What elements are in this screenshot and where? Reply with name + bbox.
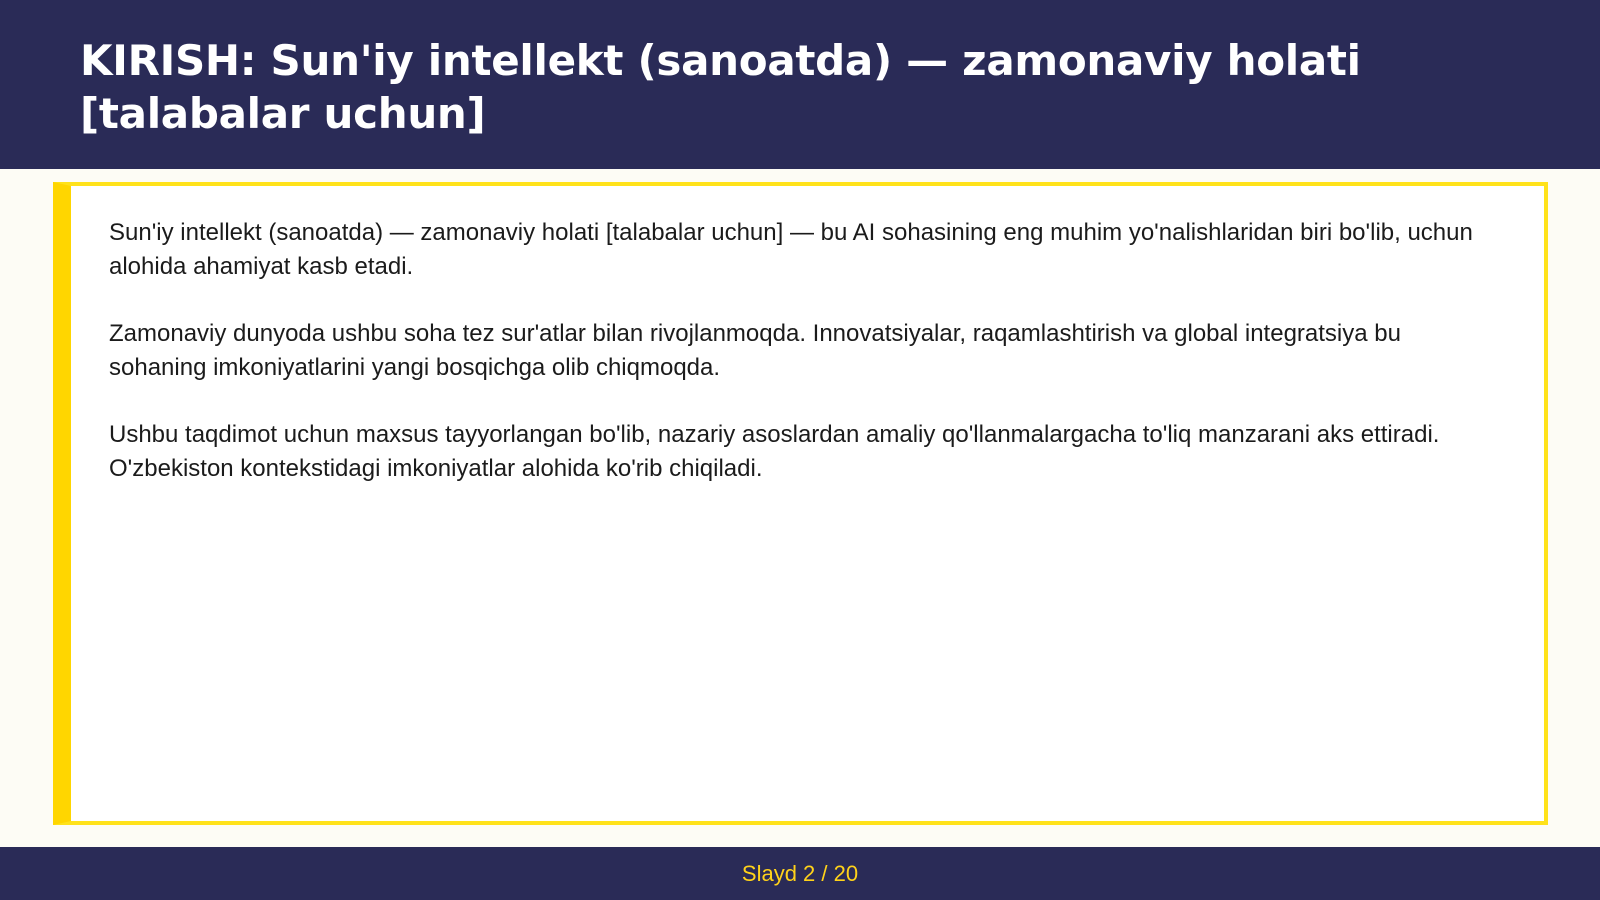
paragraph-intro: Sun'iy intellekt (sanoatda) — zamonaviy holati [talabalar uchun] — bu AI sohasining eng muhim yo'nalishlaridan biri bo'lib, uchun alohida ahamiyat kasb etadi. <box>109 219 1473 280</box>
slide-title: KIRISH: Sun'iy intellekt (sanoatda) — zamonaviy holati [talabalar uchun] <box>80 36 1361 138</box>
content-card <box>53 182 1548 825</box>
footer-bar <box>0 847 1600 900</box>
title-bar <box>0 0 1600 169</box>
slide-counter: Slayd 2 / 20 <box>741 860 859 886</box>
paragraph-modern-world: Zamonaviy dunyoda ushbu soha tez sur'atlar bilan rivojlanmoqda. Innovatsiyalar, raqamlashtirish va global integratsiya bu sohaning imkoniyatlarini yangi bosqichga olib chiqmoqda. <box>109 320 1401 381</box>
paragraph-presentation-scope: Ushbu taqdimot uchun maxsus tayyorlangan bo'lib, nazariy asoslardan amaliy qo'llanmalargacha to'liq manzarani aks ettiradi. O'zbekiston kontekstidagi imkoniyatlar alohida ko'rib chiqiladi. <box>109 421 1440 482</box>
